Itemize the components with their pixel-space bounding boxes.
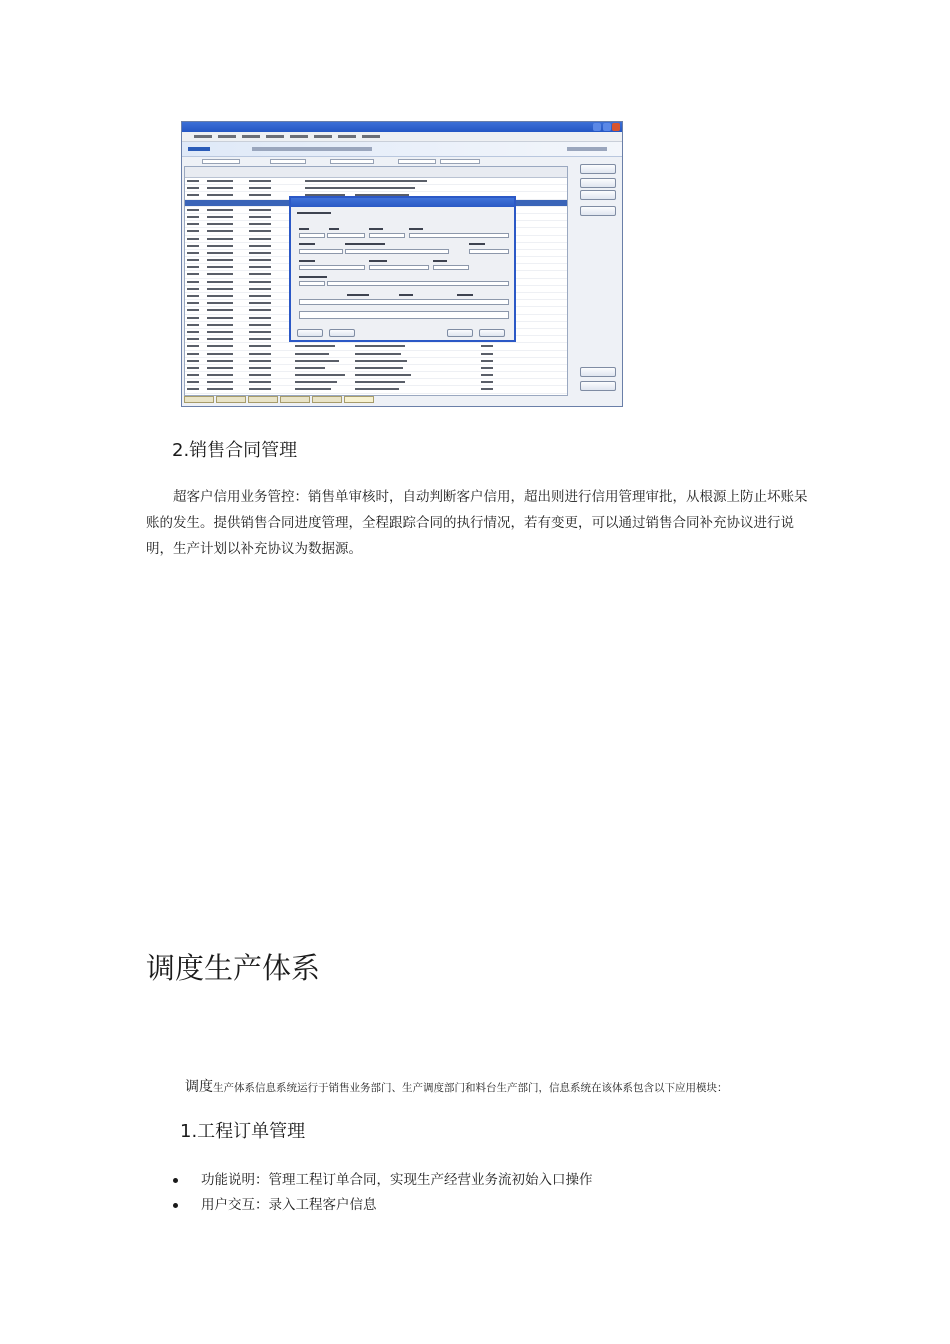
sales-contract-paragraph: 超客户信用业务管控：销售单审核时，自动判断客户信用，超出则进行信用管理审批，从根源上防止坏账呆账的发生。提供销售合同进度管理，全程跟踪合同的执行情况，若有变更，可以通过销售合同补充协议进行说明，生产计划以补充协议为数据源。	[146, 489, 808, 557]
bullet-text: 用户交互：录入工程客户信息	[201, 1197, 377, 1213]
screenshot-banner	[182, 142, 622, 157]
section-heading-sales-contract: 2.销售合同管理	[172, 440, 298, 461]
list-item	[170, 1168, 593, 1193]
chapter-intro-rest: 生产体系信息系统运行于销售业务部门、生产调度部门和料台生产部门，信息系统在该体系包含以下应用模块：	[213, 1082, 728, 1094]
project-orders-bullets	[170, 1168, 593, 1218]
chapter-intro-lead: 调度	[185, 1079, 213, 1095]
software-screenshot	[181, 121, 623, 407]
screenshot-menubar	[182, 132, 622, 142]
chapter-intro	[185, 1076, 728, 1096]
screenshot-tabs	[184, 396, 384, 404]
screenshot-filters	[182, 157, 622, 166]
list-item	[170, 1193, 593, 1218]
chapter-title: 调度生产体系	[146, 951, 321, 985]
screenshot-dialog	[289, 196, 516, 342]
bullet-dot-icon	[173, 1203, 178, 1208]
section-heading-project-orders: 1.工程订单管理	[180, 1121, 306, 1142]
bullet-dot-icon	[173, 1178, 178, 1183]
bullet-text: 功能说明：管理工程订单合同，实现生产经营业务流初始入口操作	[201, 1172, 593, 1188]
screenshot-titlebar	[182, 122, 622, 132]
